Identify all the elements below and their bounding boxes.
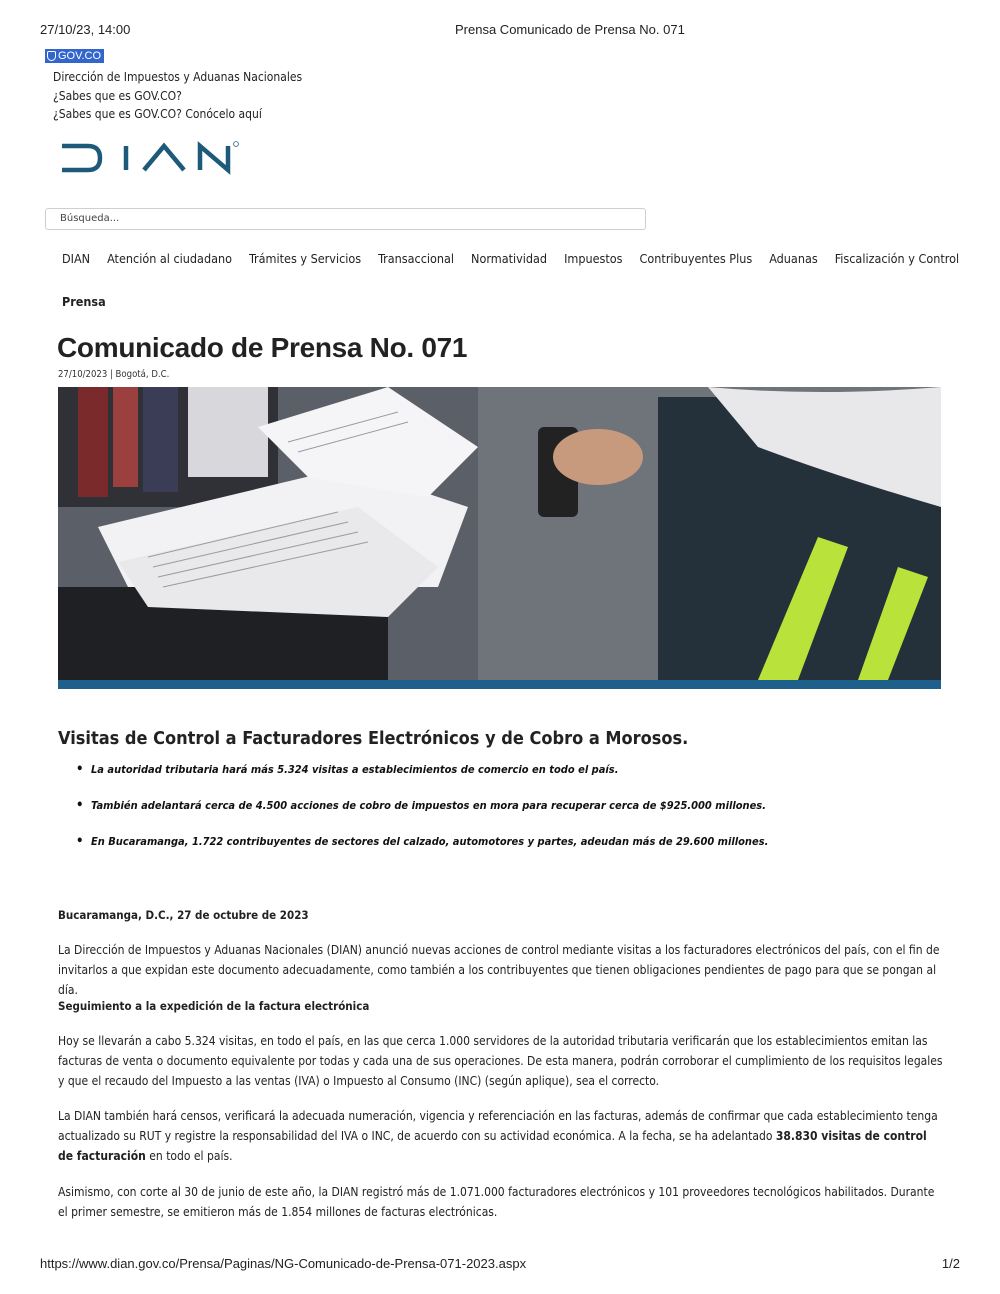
shield-icon [47,51,56,61]
print-page-number: 1/2 [941,1256,960,1271]
govco-link-learn-more[interactable]: ¿Sabes que es GOV.CO? Conócelo aquí [53,107,262,121]
govco-links [53,68,302,124]
list-item: • La autoridad tributaria hará más 5.324 visitas a establecimientos de comercio en todo el país. [76,763,946,799]
nav-item-tramites[interactable]: Trámites y Servicios [249,251,362,266]
print-page-title: Prensa Comunicado de Prensa No. 071 [455,22,685,37]
dian-logo[interactable] [60,138,240,178]
article-paragraph: Hoy se llevarán a cabo 5.324 visitas, en todo el país, en las que cerca 1.000 servidores de la autoridad tributaria verificarán que los establecimientos emitan las facturas de venta o documento equivalente por todas y cada una de sus operaciones. De esta manera, podrán corroborar el cumplimiento de los requisitos legales y que el recaudo del Impuesto a las ventas (IVA) o Impuesto al Consumo (INC) (según aplique), sea el correcto. [58,1034,943,1088]
nav-item-atencion[interactable]: Atención al ciudadano [107,251,232,266]
main-nav [62,251,976,266]
hero-image [58,387,941,680]
page-title: Comunicado de Prensa No. 071 [57,332,468,363]
search-input[interactable]: Búsqueda... [45,208,646,230]
nav-item-dian[interactable]: DIAN [62,251,91,266]
article-paragraph: Asimismo, con corte al 30 de junio de este año, la DIAN registró más de 1.071.000 facturadores electrónicos y 101 proveedores tecnológicos habilitados. Durante el primer semestre, se emitieron más de 1.854 millones de facturas electrónicas. [58,1185,935,1219]
nav-item-aduanas[interactable]: Aduanas [769,251,818,266]
article-dateline: Bucaramanga, D.C., 27 de octubre de 2023 [58,908,309,922]
hero-accent-bar [58,680,941,689]
section-heading: Seguimiento a la expedición de la factura electrónica [58,999,370,1013]
article-paragraph [58,1106,943,1166]
print-header [40,22,960,40]
list-item: • En Bucaramanga, 1.722 contribuyentes de sectores del calzado, automotores y partes, adeudan más de 29.600 millones. [76,835,946,871]
article-meta: 27/10/2023 | Bogotá, D.C. [58,369,170,380]
highlights-list [76,763,946,871]
nav-item-contribuyentes-plus[interactable]: Contribuyentes Plus [639,251,753,266]
list-item: • También adelantará cerca de 4.500 acciones de cobro de impuestos en mora para recuperar cerca de $925.000 millones. [76,799,946,835]
article-subtitle: Visitas de Control a Facturadores Electrónicos y de Cobro a Morosos. [58,728,689,749]
paragraph-text: en todo el país. [145,1149,233,1163]
nav-item-impuestos[interactable]: Impuestos [564,251,623,266]
govco-link-entity[interactable]: Dirección de Impuestos y Aduanas Nacionales [53,70,303,84]
govco-badge-link[interactable] [45,49,104,63]
paragraph-text: La DIAN también hará censos, verificará la adecuada numeración, vigencia y referenciación en las facturas, además de confirmar que cada establecimiento tenga actualizado su RUT y registre la responsabilidad del IVA o INC, de acuerdo con su actividad económica. A la fecha, se ha adelantado [58,1109,938,1143]
print-url: https://www.dian.gov.co/Prensa/Paginas/NG-Comunicado-de-Prensa-071-2023.aspx [40,1256,527,1271]
article-paragraph: La Dirección de Impuestos y Aduanas Nacionales (DIAN) anunció nuevas acciones de control mediante visitas a los facturadores electrónicos del país, con el fin de invitarlos a que expidan este documento adecuadamente, como también a los contribuyentes que tienen obligaciones pendientes de pago para que se pongan al día. [58,943,940,997]
nav-item-normatividad[interactable]: Normatividad [471,251,548,266]
print-datetime: 27/10/23, 14:00 [40,22,131,37]
nav-item-transaccional[interactable]: Transaccional [378,251,455,266]
govco-badge-label: GOV.CO [58,50,101,62]
nav-item-fiscalizacion[interactable]: Fiscalización y Control [834,251,960,266]
govco-link-about[interactable]: ¿Sabes que es GOV.CO? [53,88,182,103]
breadcrumb[interactable]: Prensa [62,294,106,309]
paragraph-highlight: 38.830 visitas de control de facturación [58,1129,927,1163]
